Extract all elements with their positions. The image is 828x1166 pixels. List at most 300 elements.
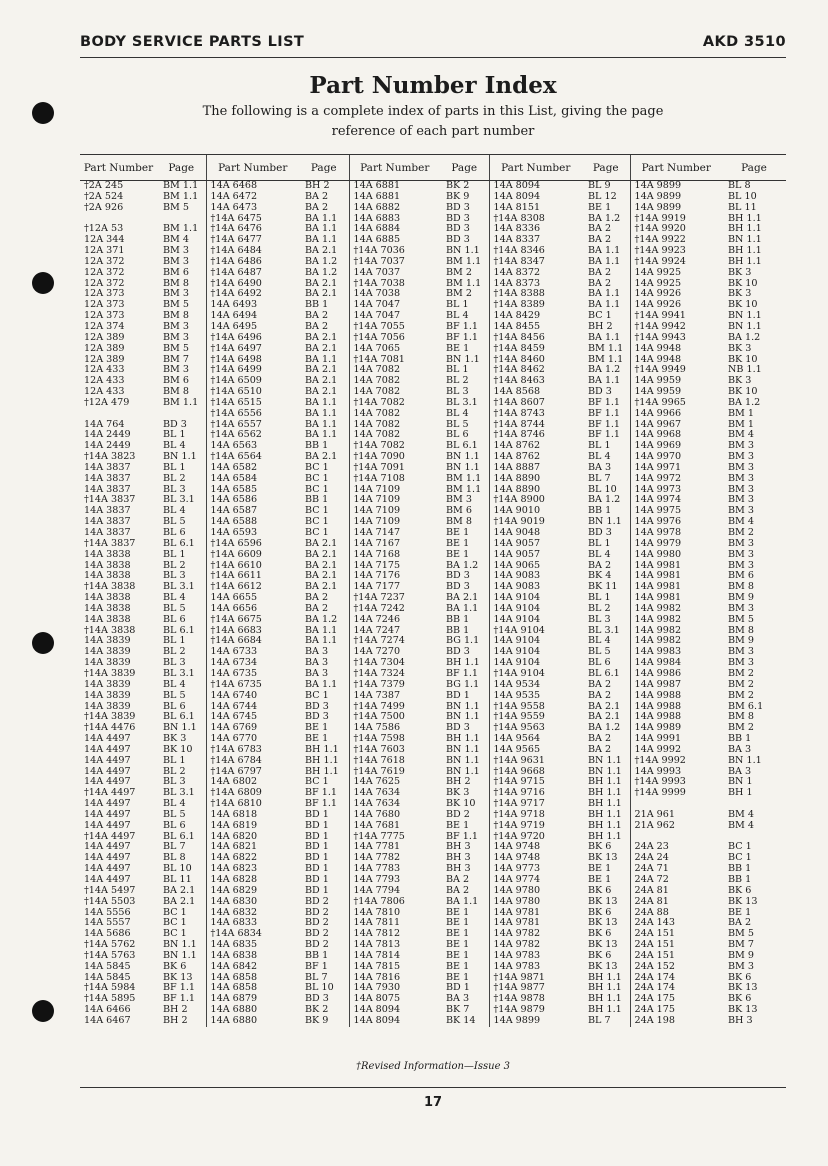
- table-row: [80, 485, 786, 496]
- page-ref-cell: BM 3: [163, 321, 190, 332]
- page-ref-cell: BB 1: [728, 734, 752, 745]
- page-ref-cell: BE 1: [728, 907, 752, 918]
- page-ref-cell: BA 1.1: [305, 636, 338, 647]
- part-number-cell: 14A 4497: [84, 853, 131, 864]
- page-ref-cell: BM 9: [728, 636, 755, 647]
- part-number-cell: †14A 4497: [84, 831, 136, 842]
- page-number: 17: [423, 1095, 443, 1110]
- page-ref-cell: BL 4: [588, 549, 611, 560]
- part-number-cell: 14A 9780: [489, 886, 582, 897]
- page-ref-cell: BM 4: [728, 430, 755, 441]
- part-number-cell: †14A 3838: [84, 625, 136, 636]
- table-row: [80, 929, 786, 940]
- page-ref-cell: BE 1: [446, 343, 470, 354]
- part-number-cell: 14A 7109: [349, 506, 440, 517]
- part-number-cell: 14A 7781: [349, 842, 440, 853]
- page-ref-cell: BA 2.1: [305, 289, 338, 300]
- page-ref-cell: BM 6: [163, 376, 190, 387]
- table-row: [80, 181, 786, 192]
- part-number-cell: †14A 9104: [489, 669, 582, 680]
- part-number-cell: 14A 9980: [630, 550, 722, 561]
- part-number-cell: 14A 6584: [206, 474, 299, 485]
- page-ref-cell: BC 1: [305, 517, 329, 528]
- page-ref-cell: BN 1.1: [446, 701, 480, 712]
- page-ref-cell: BM 9: [728, 593, 755, 604]
- page-ref-cell: BL 6: [588, 658, 611, 669]
- part-number-cell: 14A 8373: [489, 279, 582, 290]
- page-ref-cell: BB 1: [588, 506, 612, 517]
- table-row: [80, 365, 786, 376]
- page-ref-cell: BD 2: [305, 940, 329, 951]
- part-number-cell: †14A 7091: [349, 463, 440, 474]
- binder-hole: [32, 632, 54, 654]
- page-ref-cell: [157, 214, 206, 225]
- part-number-cell: 24A 198: [630, 1016, 722, 1027]
- page-ref-cell: BD 3: [446, 723, 470, 734]
- page-ref-cell: BC 1: [305, 484, 329, 495]
- part-number-cell: 14A 6880: [206, 1005, 299, 1016]
- page-ref-cell: BM 5: [728, 929, 755, 940]
- page-ref-cell: BH 1.1: [588, 831, 622, 842]
- table-row: [80, 582, 786, 593]
- page-ref-cell: BM 6: [728, 571, 755, 582]
- page-ref-cell: BL 5: [163, 603, 186, 614]
- part-number-cell: 24A 175: [630, 1005, 722, 1016]
- page-ref-cell: BD 1: [305, 831, 329, 842]
- table-row: [80, 832, 786, 843]
- page-ref-cell: BL 1: [588, 441, 611, 452]
- part-number-cell: 14A 6467: [84, 1015, 131, 1026]
- page-ref-cell: BL 6: [163, 701, 186, 712]
- footer-rule: [80, 1087, 786, 1088]
- part-number-cell: †14A 6476: [206, 224, 299, 235]
- page-ref-cell: BK 6: [728, 885, 752, 896]
- page-ref-cell: BE 1: [446, 820, 470, 831]
- page-ref-cell: BL 6.1: [163, 831, 195, 842]
- page-ref-cell: BF 1.1: [446, 321, 479, 332]
- part-number-cell: 14A 9966: [630, 409, 722, 420]
- page-ref-cell: BL 3.1: [163, 495, 195, 506]
- part-number-cell: 14A 9083: [489, 582, 582, 593]
- page-ref-cell: BK 7: [446, 1005, 470, 1016]
- part-number-cell: †14A 9923: [630, 246, 722, 257]
- part-number-cell: 14A 9104: [489, 636, 582, 647]
- part-number-cell: 14A 7810: [349, 908, 440, 919]
- column-header-page: Page: [440, 155, 489, 181]
- page-ref-cell: BL 4: [163, 799, 186, 810]
- page-ref-cell: BD 3: [446, 202, 470, 213]
- page-ref-cell: BA 1.1: [588, 376, 621, 387]
- page-ref-cell: BE 1: [446, 961, 470, 972]
- table-row: [80, 821, 786, 832]
- part-number-cell: 14A 7782: [349, 853, 440, 864]
- page-ref-cell: BM 1.1: [163, 191, 199, 202]
- table-row: [80, 973, 786, 984]
- part-number-cell: 24A 151: [630, 929, 722, 940]
- part-number-cell: 12A 433: [84, 376, 125, 387]
- part-number-cell: 14A 8094: [349, 1005, 440, 1016]
- part-number-cell: 14A 9972: [630, 474, 722, 485]
- table-row: [80, 940, 786, 951]
- page-ref-cell: BA 1.2: [728, 332, 761, 343]
- part-number-cell: †14A 8388: [489, 289, 582, 300]
- part-number-cell: 14A 9104: [489, 658, 582, 669]
- page-ref-cell: BF 1.1: [163, 994, 196, 1005]
- table-row: [80, 203, 786, 214]
- part-number-cell: 14A 6656: [206, 604, 299, 615]
- page-ref-cell: BA 2.1: [305, 343, 338, 354]
- page-ref-cell: BM 5: [163, 202, 190, 213]
- table-row: [80, 712, 786, 723]
- part-number-cell: 12A 433: [84, 387, 125, 398]
- part-number-cell: †14A 9104: [489, 626, 582, 637]
- page-ref-cell: BL 4: [588, 636, 611, 647]
- page-ref-cell: [722, 799, 786, 810]
- part-number-cell: 14A 8890: [489, 485, 582, 496]
- table-row: [80, 430, 786, 441]
- part-number-cell: †14A 6596: [206, 539, 299, 550]
- part-number-cell: †14A 6612: [206, 582, 299, 593]
- page-ref-cell: BE 1: [446, 549, 470, 560]
- page-ref-cell: BL 2: [163, 766, 186, 777]
- part-number-cell: 14A 9967: [630, 420, 722, 431]
- page-ref-cell: BL 4: [163, 679, 186, 690]
- part-number-index-table: [80, 154, 786, 1027]
- page-ref-cell: BE 1: [305, 723, 329, 734]
- page-ref-cell: BD 1: [305, 885, 329, 896]
- page-ref-cell: BM 3: [163, 246, 190, 257]
- page-ref-cell: BN 1.1: [446, 452, 480, 463]
- part-number-cell: †14A 8389: [489, 300, 582, 311]
- part-number-cell: 14A 7065: [349, 344, 440, 355]
- page-ref-cell: BH 2: [163, 1015, 188, 1026]
- part-number-cell: †14A 8462: [489, 365, 582, 376]
- part-number-cell: †14A 7081: [349, 355, 440, 366]
- part-number-cell: 14A 7680: [349, 810, 440, 821]
- table-row: [80, 615, 786, 626]
- page-ref-cell: BK 2: [446, 180, 470, 191]
- page-ref-cell: BL 8: [728, 180, 751, 191]
- page-ref-cell: BH 1.1: [305, 744, 339, 755]
- page-ref-cell: BN 1.1: [446, 766, 480, 777]
- part-number-cell: †14A 9631: [489, 756, 582, 767]
- part-number-cell: †14A 6735: [206, 680, 299, 691]
- part-number-cell: 14A 9010: [489, 506, 582, 517]
- part-number-cell: †14A 6683: [206, 626, 299, 637]
- part-number-cell: †14A 9877: [489, 983, 582, 994]
- page-ref-cell: BK 6: [728, 972, 752, 983]
- page-ref-cell: BL 6.1: [163, 625, 195, 636]
- part-number-cell: †14A 6834: [206, 929, 299, 940]
- page-ref-cell: BM 2: [446, 267, 473, 278]
- part-number-cell: 14A 9974: [630, 495, 722, 506]
- page-ref-cell: BA 2: [305, 593, 329, 604]
- page-ref-cell: BL 6.1: [163, 538, 195, 549]
- table-row: [80, 344, 786, 355]
- page-ref-cell: BK 11: [588, 582, 618, 593]
- part-number-cell: 14A 6830: [206, 897, 299, 908]
- page-ref-cell: BM 1: [728, 408, 755, 419]
- page-ref-cell: BA 3: [728, 744, 752, 755]
- page-ref-cell: BL 2: [163, 647, 186, 658]
- page-ref-cell: BD 3: [305, 994, 329, 1005]
- page-ref-cell: BN 1.1: [588, 766, 622, 777]
- page-ref-cell: BM 3: [728, 484, 755, 495]
- part-number-cell: 14A 3839: [84, 647, 131, 658]
- page-ref-cell: BM 3: [728, 495, 755, 506]
- page-ref-cell: BM 4: [163, 235, 190, 246]
- page-ref-cell: BL 1: [163, 549, 186, 560]
- table-row: [80, 680, 786, 691]
- page-ref-cell: BA 2: [588, 744, 612, 755]
- binder-hole: [32, 102, 54, 124]
- page-ref-cell: BG 1.1: [446, 679, 480, 690]
- page-ref-cell: BA 3: [446, 994, 470, 1005]
- page-ref-cell: BK 10: [728, 354, 758, 365]
- part-number-cell: 14A 9534: [489, 680, 582, 691]
- page-ref-cell: BD 3: [305, 701, 329, 712]
- part-number-cell: 14A 2449: [84, 430, 131, 441]
- part-number-cell: †14A 7090: [349, 452, 440, 463]
- page-ref-cell: BD 1: [305, 853, 329, 864]
- page-ref-cell: BA 2: [305, 603, 329, 614]
- part-number-cell: †14A 3838: [84, 582, 136, 593]
- page-ref-cell: BA 2: [305, 202, 329, 213]
- page-ref-cell: BH 2: [588, 321, 613, 332]
- page-ref-cell: BF 1.1: [446, 332, 479, 343]
- page-ref-cell: BL 10: [305, 983, 334, 994]
- page-ref-cell: BA 1.1: [446, 896, 479, 907]
- page-ref-cell: BM 3: [728, 473, 755, 484]
- part-number-cell: 14A 7783: [349, 864, 440, 875]
- part-number-cell: †14A 9019: [489, 517, 582, 528]
- table-row: [80, 702, 786, 713]
- page-ref-cell: BC 1: [305, 473, 329, 484]
- page-ref-cell: BD 2: [305, 896, 329, 907]
- part-number-cell: 14A 6818: [206, 810, 299, 821]
- page-ref-cell: BA 1.2: [446, 560, 479, 571]
- part-number-cell: 14A 6734: [206, 658, 299, 669]
- part-number-cell: 14A 4497: [84, 766, 131, 777]
- column-header-part-number: Part Number: [489, 155, 582, 181]
- part-number-cell: 14A 6822: [206, 853, 299, 864]
- page-ref-cell: BM 2: [728, 723, 755, 734]
- page-ref-cell: BL 7: [305, 972, 328, 983]
- page-ref-cell: BL 7: [588, 473, 611, 484]
- part-number-cell: 14A 9065: [489, 561, 582, 572]
- part-number-cell: †14A 5762: [84, 940, 136, 951]
- table-row: [80, 723, 786, 734]
- page-ref-cell: BK 10: [728, 300, 758, 311]
- page-ref-cell: BD 3: [446, 235, 470, 246]
- page-ref-cell: BM 4: [728, 820, 755, 831]
- page-ref-cell: BN 1.1: [163, 950, 197, 961]
- page-ref-cell: BN 1.1: [446, 354, 480, 365]
- page-ref-cell: BH 3: [446, 842, 471, 853]
- table-row: [80, 658, 786, 669]
- part-number-cell: †14A 7237: [349, 593, 440, 604]
- part-number-cell: 14A 4497: [84, 842, 131, 853]
- part-number-cell: 14A 3837: [84, 484, 131, 495]
- part-number-cell: 14A 6769: [206, 723, 299, 734]
- page-ref-cell: BD 3: [446, 647, 470, 658]
- table-row: [80, 561, 786, 572]
- part-number-cell: †14A 7806: [349, 897, 440, 908]
- page-ref-cell: BK 6: [588, 929, 612, 940]
- part-number-cell: 14A 9104: [489, 615, 582, 626]
- part-number-cell: 14A 6882: [349, 203, 440, 214]
- page-ref-cell: BK 10: [163, 744, 193, 755]
- page-ref-cell: BF 1.1: [588, 430, 621, 441]
- part-number-cell: 14A 4497: [84, 864, 131, 875]
- part-number-cell: 14A 7586: [349, 723, 440, 734]
- page-ref-cell: BM 3: [728, 603, 755, 614]
- page-ref-cell: BN 1.1: [163, 452, 197, 463]
- page-ref-cell: BM 8: [446, 517, 473, 528]
- part-number-cell: †14A 6475: [206, 214, 299, 225]
- page-ref-cell: BM 9: [728, 950, 755, 961]
- page-ref-cell: BD 1: [305, 864, 329, 875]
- page-ref-cell: BM 3: [728, 549, 755, 560]
- part-number-cell: 14A 6832: [206, 908, 299, 919]
- binder-hole: [32, 1000, 54, 1022]
- page-ref-cell: BF 1.1: [588, 419, 621, 430]
- part-number-cell: 12A 373: [84, 289, 125, 300]
- page-ref-cell: BM 2: [728, 690, 755, 701]
- part-number-cell: 14A 6770: [206, 734, 299, 745]
- table-row: [80, 224, 786, 235]
- part-number-cell: †14A 7618: [349, 756, 440, 767]
- part-number-cell: †14A 6496: [206, 333, 299, 344]
- part-number-cell: 14A 764: [84, 419, 125, 430]
- page-ref-cell: BA 2.1: [305, 549, 338, 560]
- part-number-cell: †14A 6556: [206, 409, 299, 420]
- page-ref-cell: BE 1: [446, 950, 470, 961]
- page-ref-cell: BA 3: [305, 658, 329, 669]
- page-ref-cell: BB 1: [446, 614, 470, 625]
- part-number-cell: 14A 7246: [349, 615, 440, 626]
- page-ref-cell: BA 1.1: [588, 256, 621, 267]
- page-ref-cell: BL 6: [163, 820, 186, 831]
- page-ref-cell: BA 1.1: [588, 300, 621, 311]
- page-ref-cell: BD 1: [305, 809, 329, 820]
- page-ref-cell: BA 2: [588, 560, 612, 571]
- table-row: [80, 192, 786, 203]
- part-number-cell: 14A 7270: [349, 647, 440, 658]
- part-number-cell: 24A 81: [630, 886, 722, 897]
- page-ref-cell: BB 1: [446, 625, 470, 636]
- part-number-cell: †14A 9949: [630, 365, 722, 376]
- page-ref-cell: BH 2: [305, 180, 330, 191]
- page-ref-cell: BL 1: [163, 462, 186, 473]
- page-ref-cell: BE 1: [588, 875, 612, 885]
- table-row: [80, 962, 786, 973]
- part-number-cell: 14A 7794: [349, 886, 440, 897]
- page-ref-cell: BL 6: [163, 614, 186, 625]
- part-number-cell: 24A 71: [630, 864, 722, 875]
- page-ref-cell: BA 2: [588, 224, 612, 235]
- part-number-cell: 14A 7109: [349, 495, 440, 506]
- table-row: [80, 777, 786, 788]
- part-number-cell: 14A 6858: [206, 973, 299, 984]
- part-number-cell: 14A 6881: [349, 192, 440, 203]
- part-number-cell: †14A 7036: [349, 246, 440, 257]
- part-number-cell: †14A 6609: [206, 550, 299, 561]
- page-ref-cell: BL 1: [163, 636, 186, 647]
- part-number-cell: 14A 7082: [349, 376, 440, 387]
- part-number-cell: 14A 6586: [206, 495, 299, 506]
- part-number-cell: †14A 6484: [206, 246, 299, 257]
- part-number-cell: 14A 6472: [206, 192, 299, 203]
- part-number-cell: 14A 9899: [630, 181, 722, 192]
- page-ref-cell: BA 3: [728, 766, 752, 777]
- part-number-cell: 14A 6587: [206, 506, 299, 517]
- intro-line: reference of each part number: [331, 124, 535, 139]
- page-ref-cell: BM 2: [728, 528, 755, 538]
- part-number-cell: 14A 7812: [349, 929, 440, 940]
- page-ref-cell: BA 1.2: [588, 723, 621, 734]
- page-ref-cell: BH 1.1: [728, 256, 762, 267]
- part-number-cell: †14A 8459: [489, 344, 582, 355]
- page-ref-cell: BM 1.1: [446, 256, 482, 267]
- page-ref-cell: BM 3: [728, 538, 755, 549]
- page-ref-cell: BM 6: [446, 506, 473, 517]
- part-number-cell: 14A 3839: [84, 679, 131, 690]
- part-number-cell: 14A 7681: [349, 821, 440, 832]
- table-row: [80, 355, 786, 366]
- page-ref-cell: BM 3: [728, 961, 755, 972]
- part-number-cell: †14A 6564: [206, 452, 299, 463]
- page-ref-cell: BC 1: [588, 311, 612, 322]
- part-number-cell: †14A 5497: [84, 885, 136, 896]
- part-number-cell: 14A 6829: [206, 886, 299, 897]
- page-ref-cell: BM 1.1: [588, 343, 624, 354]
- part-number-cell: †14A 6510: [206, 387, 299, 398]
- page-ref-cell: BA 2: [588, 267, 612, 278]
- part-number-cell: 14A 7109: [349, 485, 440, 496]
- page-ref-cell: BK 3: [446, 788, 470, 799]
- part-number-cell: †14A 3837: [84, 538, 136, 549]
- page-ref-cell: BA 1.1: [305, 679, 338, 690]
- part-number-cell: 14A 9981: [630, 582, 722, 593]
- table-row: [80, 420, 786, 431]
- table-row: [80, 604, 786, 615]
- page-ref-cell: BA 2: [305, 191, 329, 202]
- page-ref-cell: BD 2: [305, 918, 329, 929]
- page-header: [80, 34, 786, 52]
- part-number-cell: 24A 143: [630, 918, 722, 929]
- part-number-cell: †14A 9919: [630, 214, 722, 225]
- part-number-cell: 14A 4497: [84, 799, 131, 810]
- part-number-cell: 14A 9783: [489, 951, 582, 962]
- part-number-cell: 14A 9982: [630, 626, 722, 637]
- part-number-cell: 14A 9987: [630, 680, 722, 691]
- part-number-cell: 14A 6468: [206, 181, 299, 192]
- part-number-cell: 14A 9991: [630, 734, 722, 745]
- part-number-cell: †12A 53: [84, 224, 124, 235]
- part-number-cell: 14A 7930: [349, 983, 440, 994]
- page-ref-cell: BN 1.1: [728, 235, 762, 246]
- page-ref-cell: BA 1.1: [588, 289, 621, 300]
- part-number-cell: 14A 3838: [84, 560, 131, 571]
- part-number-cell: †14A 7379: [349, 680, 440, 691]
- part-number-cell: 14A 8887: [489, 463, 582, 474]
- page-ref-cell: BL 5: [163, 809, 186, 820]
- part-number-cell: 12A 372: [84, 256, 125, 267]
- page-ref-cell: BL 3.1: [446, 397, 478, 408]
- part-number-cell: 14A 7175: [349, 561, 440, 572]
- page-ref-cell: BM 1.1: [163, 397, 199, 408]
